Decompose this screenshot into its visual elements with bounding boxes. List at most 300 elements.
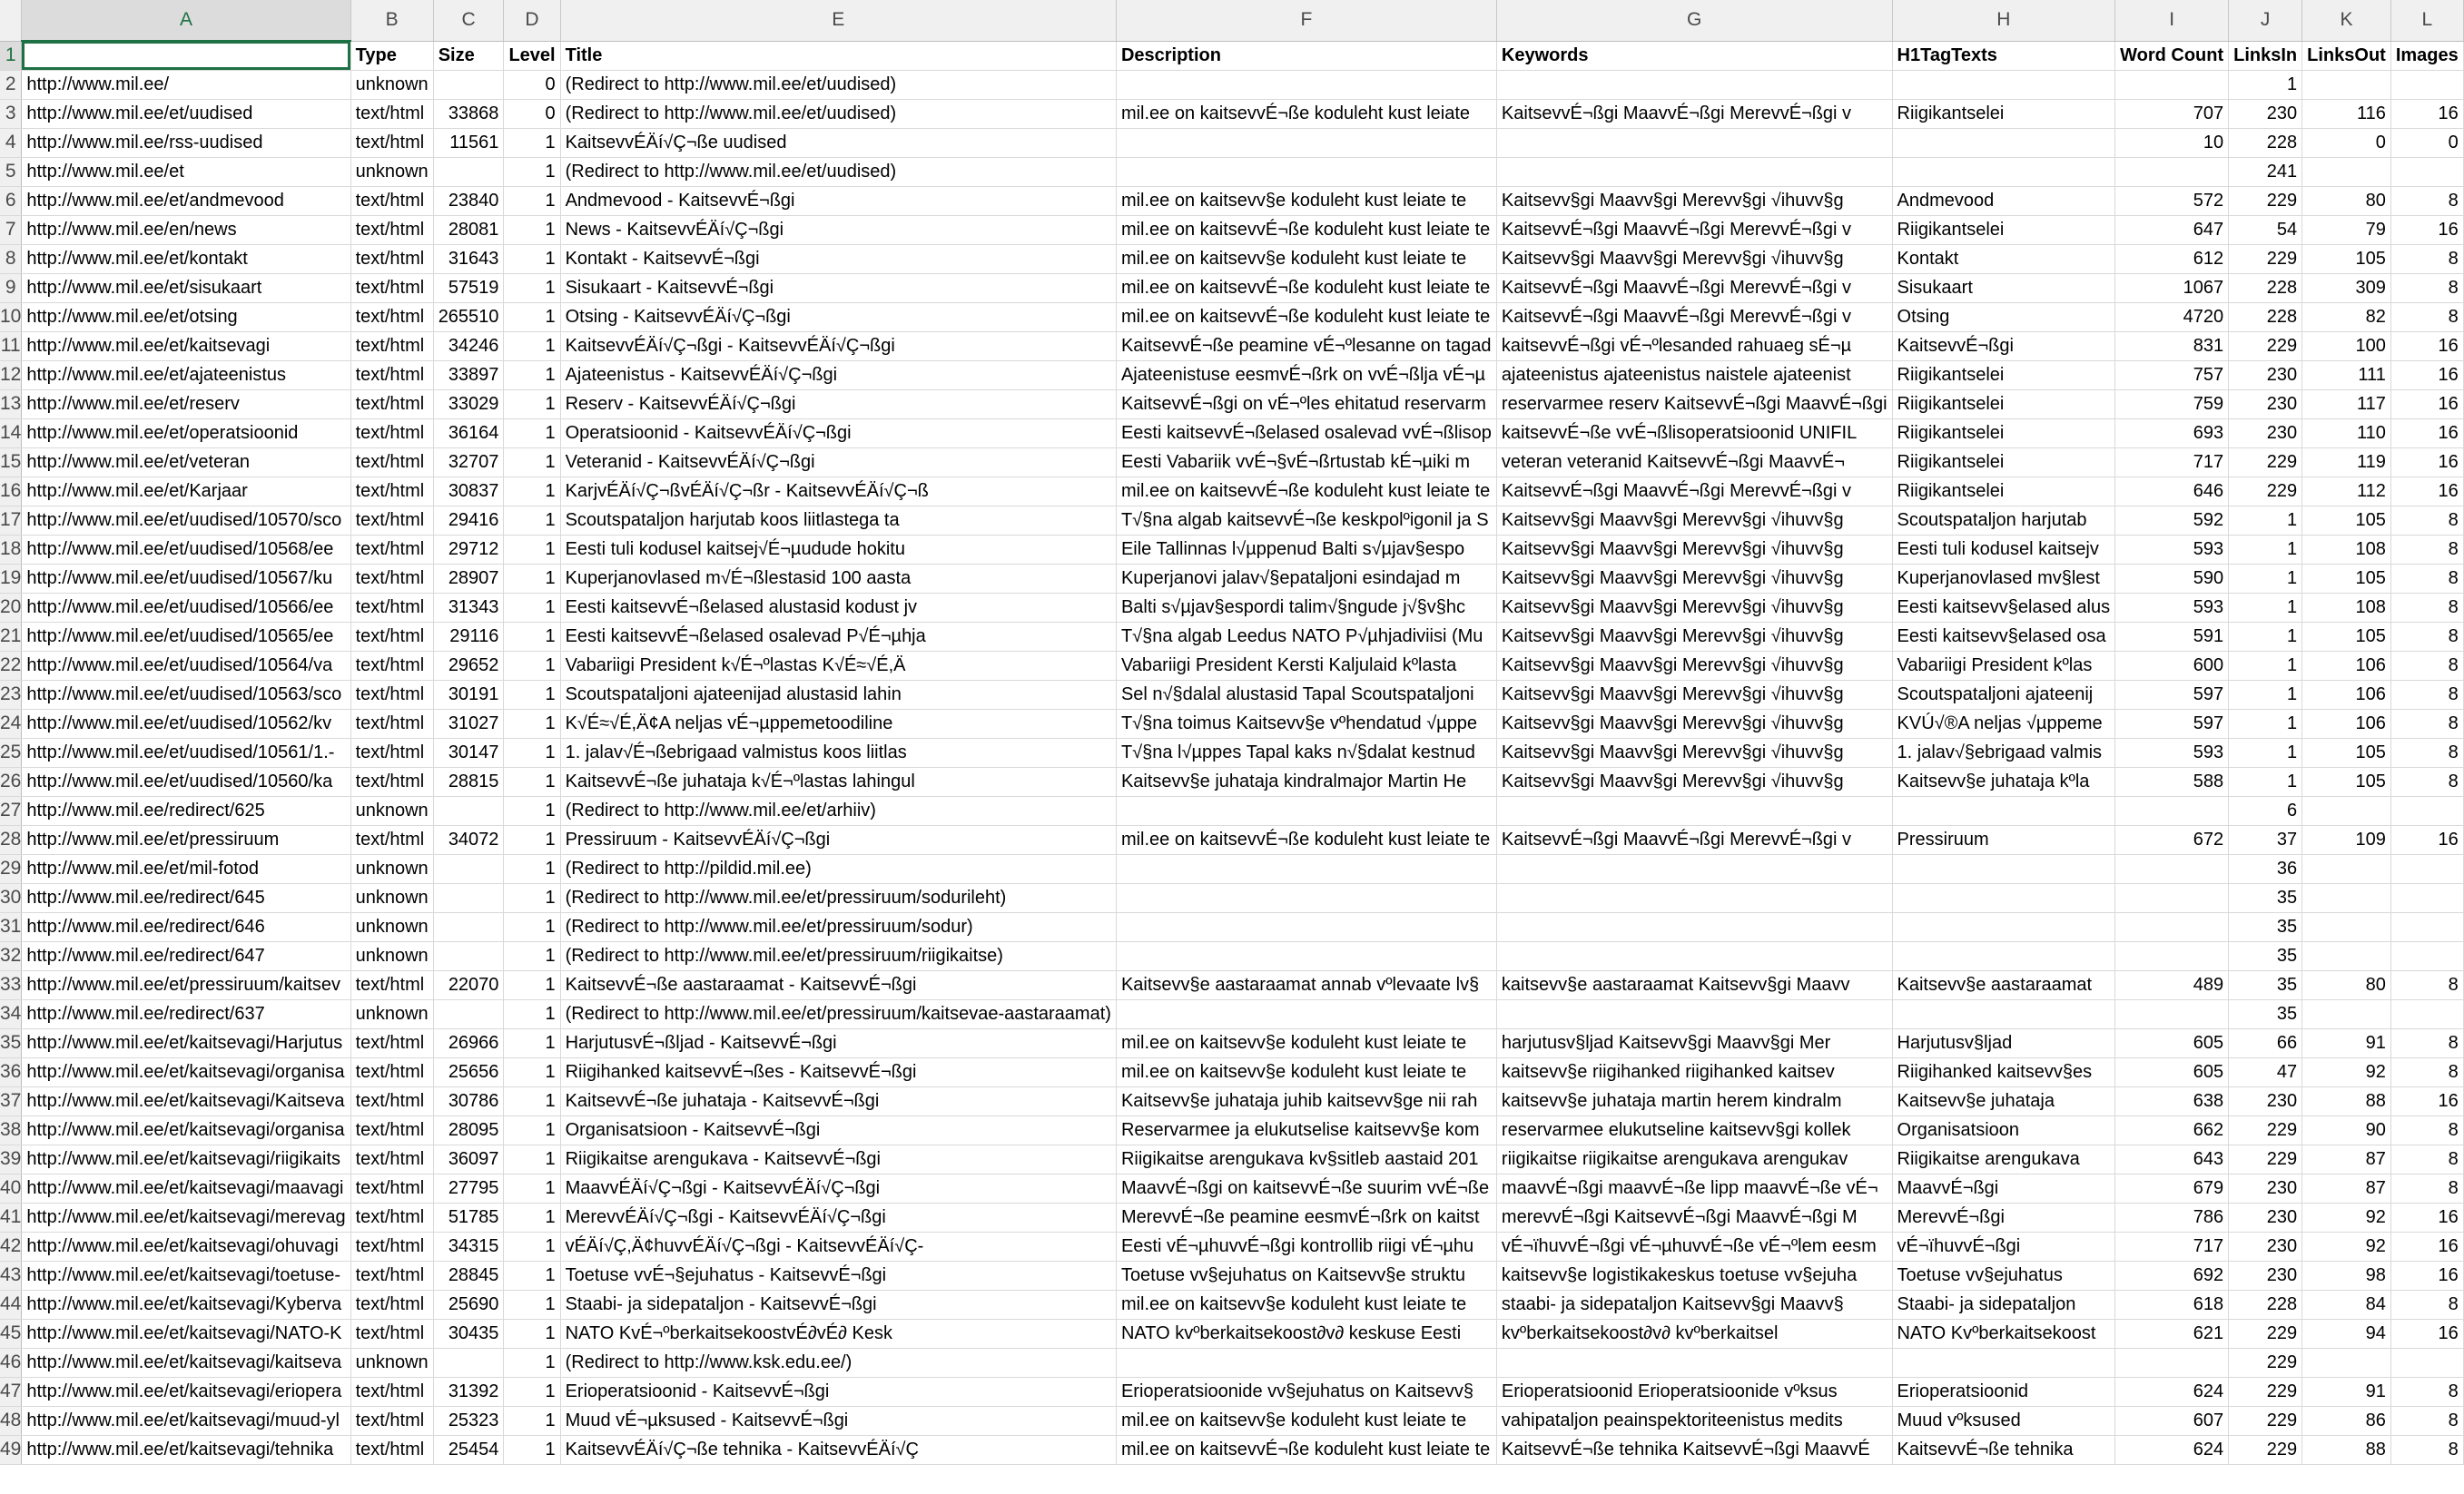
cell-b33[interactable]: text/html: [350, 970, 433, 999]
cell-f7[interactable]: mil.ee on kaitsevvÉ¬ße koduleht kust leiate te: [1116, 215, 1496, 244]
cell-d3[interactable]: 0: [504, 99, 560, 128]
cell-d4[interactable]: 1: [504, 128, 560, 157]
cell-d38[interactable]: 1: [504, 1116, 560, 1145]
cell-e28[interactable]: Pressiruum - KaitsevvÉÄí√Ç¬ßgi: [560, 825, 1116, 854]
cell-i20[interactable]: 593: [2115, 593, 2229, 622]
cell-b46[interactable]: unknown: [350, 1348, 433, 1377]
cell-h12[interactable]: Riigikantselei: [1892, 360, 2115, 389]
cell-f34[interactable]: [1116, 999, 1496, 1028]
cell-e37[interactable]: KaitsevvÉ¬ße juhataja - KaitsevvÉ¬ßgi: [560, 1086, 1116, 1116]
cell-b36[interactable]: text/html: [350, 1057, 433, 1086]
cell-b3[interactable]: text/html: [350, 99, 433, 128]
row-header[interactable]: 32: [0, 941, 22, 970]
cell-e15[interactable]: Veteranid - KaitsevvÉÄí√Ç¬ßgi: [560, 447, 1116, 477]
cell-j44[interactable]: 228: [2229, 1290, 2302, 1319]
cell-i27[interactable]: [2115, 796, 2229, 825]
cell-e7[interactable]: News - KaitsevvÉÄí√Ç¬ßgi: [560, 215, 1116, 244]
cell-c48[interactable]: 25323: [433, 1406, 504, 1435]
cell-a9[interactable]: http://www.mil.ee/et/sisukaart: [22, 273, 350, 302]
cell-j20[interactable]: 1: [2229, 593, 2302, 622]
cell-b38[interactable]: text/html: [350, 1116, 433, 1145]
cell-a48[interactable]: http://www.mil.ee/et/kaitsevagi/muud-yl: [22, 1406, 350, 1435]
row-header[interactable]: 35: [0, 1028, 22, 1057]
cell-j27[interactable]: 6: [2229, 796, 2302, 825]
cell-k1[interactable]: LinksOut: [2302, 41, 2391, 70]
cell-l45[interactable]: 16: [2390, 1319, 2463, 1348]
cell-k36[interactable]: 92: [2302, 1057, 2391, 1086]
cell-i47[interactable]: 624: [2115, 1377, 2229, 1406]
cell-l7[interactable]: 16: [2390, 215, 2463, 244]
cell-c29[interactable]: [433, 854, 504, 883]
cell-i36[interactable]: 605: [2115, 1057, 2229, 1086]
cell-j2[interactable]: 1: [2229, 70, 2302, 99]
cell-c4[interactable]: 11561: [433, 128, 504, 157]
cell-c7[interactable]: 28081: [433, 215, 504, 244]
cell-d32[interactable]: 1: [504, 941, 560, 970]
cell-l36[interactable]: 8: [2390, 1057, 2463, 1086]
cell-b13[interactable]: text/html: [350, 389, 433, 418]
column-header-e[interactable]: E: [560, 0, 1116, 41]
cell-a32[interactable]: http://www.mil.ee/redirect/647: [22, 941, 350, 970]
cell-d13[interactable]: 1: [504, 389, 560, 418]
row-header[interactable]: 9: [0, 273, 22, 302]
cell-j47[interactable]: 229: [2229, 1377, 2302, 1406]
cell-k15[interactable]: 119: [2302, 447, 2391, 477]
cell-b20[interactable]: text/html: [350, 593, 433, 622]
row-header[interactable]: 26: [0, 767, 22, 796]
cell-j7[interactable]: 54: [2229, 215, 2302, 244]
cell-a45[interactable]: http://www.mil.ee/et/kaitsevagi/NATO-K: [22, 1319, 350, 1348]
cell-i15[interactable]: 717: [2115, 447, 2229, 477]
cell-k40[interactable]: 87: [2302, 1174, 2391, 1203]
cell-k39[interactable]: 87: [2302, 1145, 2391, 1174]
cell-e23[interactable]: Scoutspataljoni ajateenijad alustasid lahin: [560, 680, 1116, 709]
cell-e11[interactable]: KaitsevvÉÄí√Ç¬ßgi - KaitsevvÉÄí√Ç¬ßgi: [560, 331, 1116, 360]
row-header[interactable]: 48: [0, 1406, 22, 1435]
column-header-c[interactable]: C: [433, 0, 504, 41]
column-header-k[interactable]: K: [2302, 0, 2391, 41]
cell-j13[interactable]: 230: [2229, 389, 2302, 418]
cell-d45[interactable]: 1: [504, 1319, 560, 1348]
cell-l31[interactable]: [2390, 912, 2463, 941]
row-header[interactable]: 19: [0, 564, 22, 593]
cell-e2[interactable]: (Redirect to http://www.mil.ee/et/uudised): [560, 70, 1116, 99]
cell-c42[interactable]: 34315: [433, 1232, 504, 1261]
cell-f45[interactable]: NATO kvºberkaitsekoost∂v∂ keskuse Eesti: [1116, 1319, 1496, 1348]
cell-i10[interactable]: 4720: [2115, 302, 2229, 331]
cell-i13[interactable]: 759: [2115, 389, 2229, 418]
cell-k49[interactable]: 88: [2302, 1435, 2391, 1464]
row-header[interactable]: 39: [0, 1145, 22, 1174]
cell-d49[interactable]: 1: [504, 1435, 560, 1464]
cell-b9[interactable]: text/html: [350, 273, 433, 302]
cell-l43[interactable]: 16: [2390, 1261, 2463, 1290]
cell-b6[interactable]: text/html: [350, 186, 433, 215]
cell-d43[interactable]: 1: [504, 1261, 560, 1290]
row-header[interactable]: 42: [0, 1232, 22, 1261]
cell-i1[interactable]: Word Count: [2115, 41, 2229, 70]
column-header-a[interactable]: A: [22, 0, 350, 41]
cell-f42[interactable]: Eesti vÉ¬µhuvvÉ¬ßgi kontrollib riigi vÉ¬µhu: [1116, 1232, 1496, 1261]
cell-f30[interactable]: [1116, 883, 1496, 912]
cell-h48[interactable]: Muud vºksused: [1892, 1406, 2115, 1435]
cell-l8[interactable]: 8: [2390, 244, 2463, 273]
cell-c26[interactable]: 28815: [433, 767, 504, 796]
row-header[interactable]: 14: [0, 418, 22, 447]
row-header[interactable]: 29: [0, 854, 22, 883]
cell-i22[interactable]: 600: [2115, 651, 2229, 680]
cell-f14[interactable]: Eesti kaitsevvÉ¬ßelased osalevad vvÉ¬ßlisop: [1116, 418, 1496, 447]
cell-a34[interactable]: http://www.mil.ee/redirect/637: [22, 999, 350, 1028]
cell-a19[interactable]: http://www.mil.ee/et/uudised/10567/ku: [22, 564, 350, 593]
cell-h45[interactable]: NATO Kvºberkaitsekoost: [1892, 1319, 2115, 1348]
cell-c44[interactable]: 25690: [433, 1290, 504, 1319]
cell-i11[interactable]: 831: [2115, 331, 2229, 360]
cell-i43[interactable]: 692: [2115, 1261, 2229, 1290]
cell-h18[interactable]: Eesti tuli kodusel kaitsejv: [1892, 535, 2115, 564]
column-header-g[interactable]: G: [1496, 0, 1892, 41]
row-header[interactable]: 28: [0, 825, 22, 854]
cell-j4[interactable]: 228: [2229, 128, 2302, 157]
cell-a36[interactable]: http://www.mil.ee/et/kaitsevagi/organisa: [22, 1057, 350, 1086]
cell-c41[interactable]: 51785: [433, 1203, 504, 1232]
cell-k12[interactable]: 111: [2302, 360, 2391, 389]
cell-i9[interactable]: 1067: [2115, 273, 2229, 302]
cell-b29[interactable]: unknown: [350, 854, 433, 883]
cell-f48[interactable]: mil.ee on kaitsevv§e koduleht kust leiate te: [1116, 1406, 1496, 1435]
cell-f49[interactable]: mil.ee on kaitsevvÉ¬ße koduleht kust leiate te: [1116, 1435, 1496, 1464]
cell-g1[interactable]: Keywords: [1496, 41, 1892, 70]
cell-c14[interactable]: 36164: [433, 418, 504, 447]
cell-c9[interactable]: 57519: [433, 273, 504, 302]
cell-a40[interactable]: http://www.mil.ee/et/kaitsevagi/maavagi: [22, 1174, 350, 1203]
cell-e41[interactable]: MerevvÉÄí√Ç¬ßgi - KaitsevvÉÄí√Ç¬ßgi: [560, 1203, 1116, 1232]
cell-c25[interactable]: 30147: [433, 738, 504, 767]
column-header-d[interactable]: D: [504, 0, 560, 41]
cell-k17[interactable]: 105: [2302, 506, 2391, 535]
cell-d7[interactable]: 1: [504, 215, 560, 244]
cell-j19[interactable]: 1: [2229, 564, 2302, 593]
cell-a31[interactable]: http://www.mil.ee/redirect/646: [22, 912, 350, 941]
cell-b34[interactable]: unknown: [350, 999, 433, 1028]
cell-d44[interactable]: 1: [504, 1290, 560, 1319]
cell-j40[interactable]: 230: [2229, 1174, 2302, 1203]
cell-h33[interactable]: Kaitsevv§e aastaraamat: [1892, 970, 2115, 999]
cell-j17[interactable]: 1: [2229, 506, 2302, 535]
cell-a33[interactable]: http://www.mil.ee/et/pressiruum/kaitsev: [22, 970, 350, 999]
cell-g18[interactable]: Kaitsevv§gi Maavv§gi Merevv§gi √ihuvv§g: [1496, 535, 1892, 564]
cell-b26[interactable]: text/html: [350, 767, 433, 796]
cell-i3[interactable]: 707: [2115, 99, 2229, 128]
cell-e46[interactable]: (Redirect to http://www.ksk.edu.ee/): [560, 1348, 1116, 1377]
cell-c3[interactable]: 33868: [433, 99, 504, 128]
cell-e14[interactable]: Operatsioonid - KaitsevvÉÄí√Ç¬ßgi: [560, 418, 1116, 447]
cell-c15[interactable]: 32707: [433, 447, 504, 477]
cell-i25[interactable]: 593: [2115, 738, 2229, 767]
cell-i33[interactable]: 489: [2115, 970, 2229, 999]
cell-g47[interactable]: Erioperatsioonid Erioperatsioonide vºksus: [1496, 1377, 1892, 1406]
cell-a38[interactable]: http://www.mil.ee/et/kaitsevagi/organisa: [22, 1116, 350, 1145]
cell-c35[interactable]: 26966: [433, 1028, 504, 1057]
cell-j41[interactable]: 230: [2229, 1203, 2302, 1232]
cell-k21[interactable]: 105: [2302, 622, 2391, 651]
cell-a39[interactable]: http://www.mil.ee/et/kaitsevagi/riigikaits: [22, 1145, 350, 1174]
cell-e48[interactable]: Muud vÉ¬µksused - KaitsevvÉ¬ßgi: [560, 1406, 1116, 1435]
cell-d23[interactable]: 1: [504, 680, 560, 709]
cell-b25[interactable]: text/html: [350, 738, 433, 767]
cell-k11[interactable]: 100: [2302, 331, 2391, 360]
cell-c36[interactable]: 25656: [433, 1057, 504, 1086]
cell-j37[interactable]: 230: [2229, 1086, 2302, 1116]
cell-g13[interactable]: reservarmee reserv KaitsevvÉ¬ßgi MaavvÉ¬ßgi: [1496, 389, 1892, 418]
cell-e12[interactable]: Ajateenistus - KaitsevvÉÄí√Ç¬ßgi: [560, 360, 1116, 389]
cell-g35[interactable]: harjutusv§ljad Kaitsevv§gi Maavv§gi Mer: [1496, 1028, 1892, 1057]
cell-f18[interactable]: Eile Tallinnas l√µppenud Balti s√µjav§espo: [1116, 535, 1496, 564]
cell-l20[interactable]: 8: [2390, 593, 2463, 622]
cell-a8[interactable]: http://www.mil.ee/et/kontakt: [22, 244, 350, 273]
cell-k28[interactable]: 109: [2302, 825, 2391, 854]
cell-k44[interactable]: 84: [2302, 1290, 2391, 1319]
row-header[interactable]: 1: [0, 41, 22, 70]
cell-l39[interactable]: 8: [2390, 1145, 2463, 1174]
cell-c39[interactable]: 36097: [433, 1145, 504, 1174]
cell-h47[interactable]: Erioperatsioonid: [1892, 1377, 2115, 1406]
cell-l30[interactable]: [2390, 883, 2463, 912]
cell-d9[interactable]: 1: [504, 273, 560, 302]
cell-i31[interactable]: [2115, 912, 2229, 941]
cell-i39[interactable]: 643: [2115, 1145, 2229, 1174]
cell-l21[interactable]: 8: [2390, 622, 2463, 651]
cell-g2[interactable]: [1496, 70, 1892, 99]
cell-f39[interactable]: Riigikaitse arengukava kv§sitleb aastaid 201: [1116, 1145, 1496, 1174]
cell-j12[interactable]: 230: [2229, 360, 2302, 389]
cell-c27[interactable]: [433, 796, 504, 825]
cell-l46[interactable]: [2390, 1348, 2463, 1377]
cell-e17[interactable]: Scoutspataljon harjutab koos liitlastega ta: [560, 506, 1116, 535]
cell-i2[interactable]: [2115, 70, 2229, 99]
cell-j18[interactable]: 1: [2229, 535, 2302, 564]
cell-d12[interactable]: 1: [504, 360, 560, 389]
cell-h6[interactable]: Andmevood: [1892, 186, 2115, 215]
cell-c21[interactable]: 29116: [433, 622, 504, 651]
cell-b10[interactable]: text/html: [350, 302, 433, 331]
cell-e45[interactable]: NATO KvÉ¬ºberkaitsekoostvÉ∂vÉ∂ Kesk: [560, 1319, 1116, 1348]
cell-e33[interactable]: KaitsevvÉ¬ße aastaraamat - KaitsevvÉ¬ßgi: [560, 970, 1116, 999]
cell-e31[interactable]: (Redirect to http://www.mil.ee/et/pressiruum/sodur): [560, 912, 1116, 941]
cell-j28[interactable]: 37: [2229, 825, 2302, 854]
cell-j24[interactable]: 1: [2229, 709, 2302, 738]
cell-h11[interactable]: KaitsevvÉ¬ßgi: [1892, 331, 2115, 360]
cell-a7[interactable]: http://www.mil.ee/en/news: [22, 215, 350, 244]
cell-d39[interactable]: 1: [504, 1145, 560, 1174]
cell-c16[interactable]: 30837: [433, 477, 504, 506]
cell-l3[interactable]: 16: [2390, 99, 2463, 128]
cell-c6[interactable]: 23840: [433, 186, 504, 215]
cell-a3[interactable]: http://www.mil.ee/et/uudised: [22, 99, 350, 128]
cell-i38[interactable]: 662: [2115, 1116, 2229, 1145]
cell-e29[interactable]: (Redirect to http://pildid.mil.ee): [560, 854, 1116, 883]
cell-a18[interactable]: http://www.mil.ee/et/uudised/10568/ee: [22, 535, 350, 564]
cell-g23[interactable]: Kaitsevv§gi Maavv§gi Merevv§gi √ihuvv§g: [1496, 680, 1892, 709]
row-header[interactable]: 22: [0, 651, 22, 680]
cell-c18[interactable]: 29712: [433, 535, 504, 564]
cell-i40[interactable]: 679: [2115, 1174, 2229, 1203]
cell-b31[interactable]: unknown: [350, 912, 433, 941]
cell-i44[interactable]: 618: [2115, 1290, 2229, 1319]
cell-f4[interactable]: [1116, 128, 1496, 157]
cell-h25[interactable]: 1. jalav√§ebrigaad valmis: [1892, 738, 2115, 767]
cell-e16[interactable]: KarjvÉÄí√Ç¬ßvÉÄí√Ç¬ßr - KaitsevvÉÄí√Ç¬ß: [560, 477, 1116, 506]
cell-a27[interactable]: http://www.mil.ee/redirect/625: [22, 796, 350, 825]
cell-c46[interactable]: [433, 1348, 504, 1377]
cell-b49[interactable]: text/html: [350, 1435, 433, 1464]
cell-l40[interactable]: 8: [2390, 1174, 2463, 1203]
cell-e30[interactable]: (Redirect to http://www.mil.ee/et/pressiruum/sodurileht): [560, 883, 1116, 912]
cell-d48[interactable]: 1: [504, 1406, 560, 1435]
cell-g26[interactable]: Kaitsevv§gi Maavv§gi Merevv§gi √ihuvv§g: [1496, 767, 1892, 796]
cell-f40[interactable]: MaavvÉ¬ßgi on kaitsevvÉ¬ße suurim vvÉ¬ße: [1116, 1174, 1496, 1203]
cell-j42[interactable]: 230: [2229, 1232, 2302, 1261]
row-header[interactable]: 15: [0, 447, 22, 477]
cell-j15[interactable]: 229: [2229, 447, 2302, 477]
cell-j14[interactable]: 230: [2229, 418, 2302, 447]
cell-l41[interactable]: 16: [2390, 1203, 2463, 1232]
cell-a47[interactable]: http://www.mil.ee/et/kaitsevagi/eriopera: [22, 1377, 350, 1406]
row-header[interactable]: 11: [0, 331, 22, 360]
cell-e4[interactable]: KaitsevvÉÄí√Ç¬ße uudised: [560, 128, 1116, 157]
cell-c10[interactable]: 265510: [433, 302, 504, 331]
cell-g25[interactable]: Kaitsevv§gi Maavv§gi Merevv§gi √ihuvv§g: [1496, 738, 1892, 767]
cell-k2[interactable]: [2302, 70, 2391, 99]
cell-a35[interactable]: http://www.mil.ee/et/kaitsevagi/Harjutus: [22, 1028, 350, 1057]
cell-e22[interactable]: Vabariigi President k√É¬ºlastas K√É≈√É,Ä: [560, 651, 1116, 680]
cell-g28[interactable]: KaitsevvÉ¬ßgi MaavvÉ¬ßgi MerevvÉ¬ßgi v: [1496, 825, 1892, 854]
cell-c1[interactable]: Size: [433, 41, 504, 70]
cell-a21[interactable]: http://www.mil.ee/et/uudised/10565/ee: [22, 622, 350, 651]
cell-c32[interactable]: [433, 941, 504, 970]
cell-c33[interactable]: 22070: [433, 970, 504, 999]
cell-f3[interactable]: mil.ee on kaitsevvÉ¬ße koduleht kust leiate: [1116, 99, 1496, 128]
cell-a25[interactable]: http://www.mil.ee/et/uudised/10561/1.-: [22, 738, 350, 767]
row-header[interactable]: 5: [0, 157, 22, 186]
cell-a10[interactable]: http://www.mil.ee/et/otsing: [22, 302, 350, 331]
cell-e38[interactable]: Organisatsioon - KaitsevvÉ¬ßgi: [560, 1116, 1116, 1145]
cell-f9[interactable]: mil.ee on kaitsevvÉ¬ße koduleht kust leiate te: [1116, 273, 1496, 302]
cell-c31[interactable]: [433, 912, 504, 941]
cell-b18[interactable]: text/html: [350, 535, 433, 564]
cell-k45[interactable]: 94: [2302, 1319, 2391, 1348]
cell-b12[interactable]: text/html: [350, 360, 433, 389]
row-header[interactable]: 7: [0, 215, 22, 244]
cell-j35[interactable]: 66: [2229, 1028, 2302, 1057]
cell-g14[interactable]: kaitsevvÉ¬ße vvÉ¬ßlisoperatsioonid UNIFIL: [1496, 418, 1892, 447]
cell-c2[interactable]: [433, 70, 504, 99]
cell-h29[interactable]: [1892, 854, 2115, 883]
cell-k3[interactable]: 116: [2302, 99, 2391, 128]
cell-h14[interactable]: Riigikantselei: [1892, 418, 2115, 447]
cell-f16[interactable]: mil.ee on kaitsevvÉ¬ße koduleht kust leiate te: [1116, 477, 1496, 506]
cell-b48[interactable]: text/html: [350, 1406, 433, 1435]
column-header-i[interactable]: I: [2115, 0, 2229, 41]
cell-j6[interactable]: 229: [2229, 186, 2302, 215]
cell-d11[interactable]: 1: [504, 331, 560, 360]
cell-l12[interactable]: 16: [2390, 360, 2463, 389]
cell-a49[interactable]: http://www.mil.ee/et/kaitsevagi/tehnika: [22, 1435, 350, 1464]
cell-b19[interactable]: text/html: [350, 564, 433, 593]
cell-b11[interactable]: text/html: [350, 331, 433, 360]
cell-e43[interactable]: Toetuse vvÉ¬§ejuhatus - KaitsevvÉ¬ßgi: [560, 1261, 1116, 1290]
row-header[interactable]: 25: [0, 738, 22, 767]
cell-g16[interactable]: KaitsevvÉ¬ßgi MaavvÉ¬ßgi MerevvÉ¬ßgi v: [1496, 477, 1892, 506]
cell-h26[interactable]: Kaitsevv§e juhataja kºla: [1892, 767, 2115, 796]
cell-f37[interactable]: Kaitsevv§e juhataja juhib kaitsevv§ge nii rah: [1116, 1086, 1496, 1116]
cell-l10[interactable]: 8: [2390, 302, 2463, 331]
cell-c20[interactable]: 31343: [433, 593, 504, 622]
cell-l14[interactable]: 16: [2390, 418, 2463, 447]
cell-h17[interactable]: Scoutspataljon harjutab: [1892, 506, 2115, 535]
cell-j48[interactable]: 229: [2229, 1406, 2302, 1435]
cell-a14[interactable]: http://www.mil.ee/et/operatsioonid: [22, 418, 350, 447]
cell-a12[interactable]: http://www.mil.ee/et/ajateenistus: [22, 360, 350, 389]
cell-a17[interactable]: http://www.mil.ee/et/uudised/10570/sco: [22, 506, 350, 535]
cell-h34[interactable]: [1892, 999, 2115, 1028]
cell-b17[interactable]: text/html: [350, 506, 433, 535]
cell-l49[interactable]: 8: [2390, 1435, 2463, 1464]
cell-i17[interactable]: 592: [2115, 506, 2229, 535]
cell-i34[interactable]: [2115, 999, 2229, 1028]
cell-e24[interactable]: K√É≈√É,Ä¢A neljas vÉ¬µppemetoodiline: [560, 709, 1116, 738]
row-header[interactable]: 47: [0, 1377, 22, 1406]
cell-b32[interactable]: unknown: [350, 941, 433, 970]
cell-l33[interactable]: 8: [2390, 970, 2463, 999]
cell-h23[interactable]: Scoutspataljoni ajateenij: [1892, 680, 2115, 709]
cell-l35[interactable]: 8: [2390, 1028, 2463, 1057]
cell-a11[interactable]: http://www.mil.ee/et/kaitsevagi: [22, 331, 350, 360]
cell-g48[interactable]: vahipataljon peainspektoriteenistus medits: [1496, 1406, 1892, 1435]
cell-i28[interactable]: 672: [2115, 825, 2229, 854]
cell-l9[interactable]: 8: [2390, 273, 2463, 302]
cell-f11[interactable]: KaitsevvÉ¬ße peamine vÉ¬ºlesanne on tagad: [1116, 331, 1496, 360]
cell-a29[interactable]: http://www.mil.ee/et/mil-fotod: [22, 854, 350, 883]
cell-k47[interactable]: 91: [2302, 1377, 2391, 1406]
cell-i18[interactable]: 593: [2115, 535, 2229, 564]
cell-h39[interactable]: Riigikaitse arengukava: [1892, 1145, 2115, 1174]
row-header[interactable]: 49: [0, 1435, 22, 1464]
cell-d36[interactable]: 1: [504, 1057, 560, 1086]
cell-h35[interactable]: Harjutusv§ljad: [1892, 1028, 2115, 1057]
column-header-f[interactable]: F: [1116, 0, 1496, 41]
cell-d24[interactable]: 1: [504, 709, 560, 738]
cell-f35[interactable]: mil.ee on kaitsevv§e koduleht kust leiate te: [1116, 1028, 1496, 1057]
row-header[interactable]: 30: [0, 883, 22, 912]
cell-k25[interactable]: 105: [2302, 738, 2391, 767]
cell-i16[interactable]: 646: [2115, 477, 2229, 506]
row-header[interactable]: 37: [0, 1086, 22, 1116]
cell-h2[interactable]: [1892, 70, 2115, 99]
cell-g31[interactable]: [1496, 912, 1892, 941]
cell-i19[interactable]: 590: [2115, 564, 2229, 593]
cell-g19[interactable]: Kaitsevv§gi Maavv§gi Merevv§gi √ihuvv§g: [1496, 564, 1892, 593]
cell-f27[interactable]: [1116, 796, 1496, 825]
cell-g40[interactable]: maavvÉ¬ßgi maavvÉ¬ße lipp maavvÉ¬ße vÉ¬: [1496, 1174, 1892, 1203]
row-header[interactable]: 33: [0, 970, 22, 999]
row-header[interactable]: 24: [0, 709, 22, 738]
cell-d41[interactable]: 1: [504, 1203, 560, 1232]
cell-c40[interactable]: 27795: [433, 1174, 504, 1203]
cell-i21[interactable]: 591: [2115, 622, 2229, 651]
cell-h9[interactable]: Sisukaart: [1892, 273, 2115, 302]
cell-l44[interactable]: 8: [2390, 1290, 2463, 1319]
